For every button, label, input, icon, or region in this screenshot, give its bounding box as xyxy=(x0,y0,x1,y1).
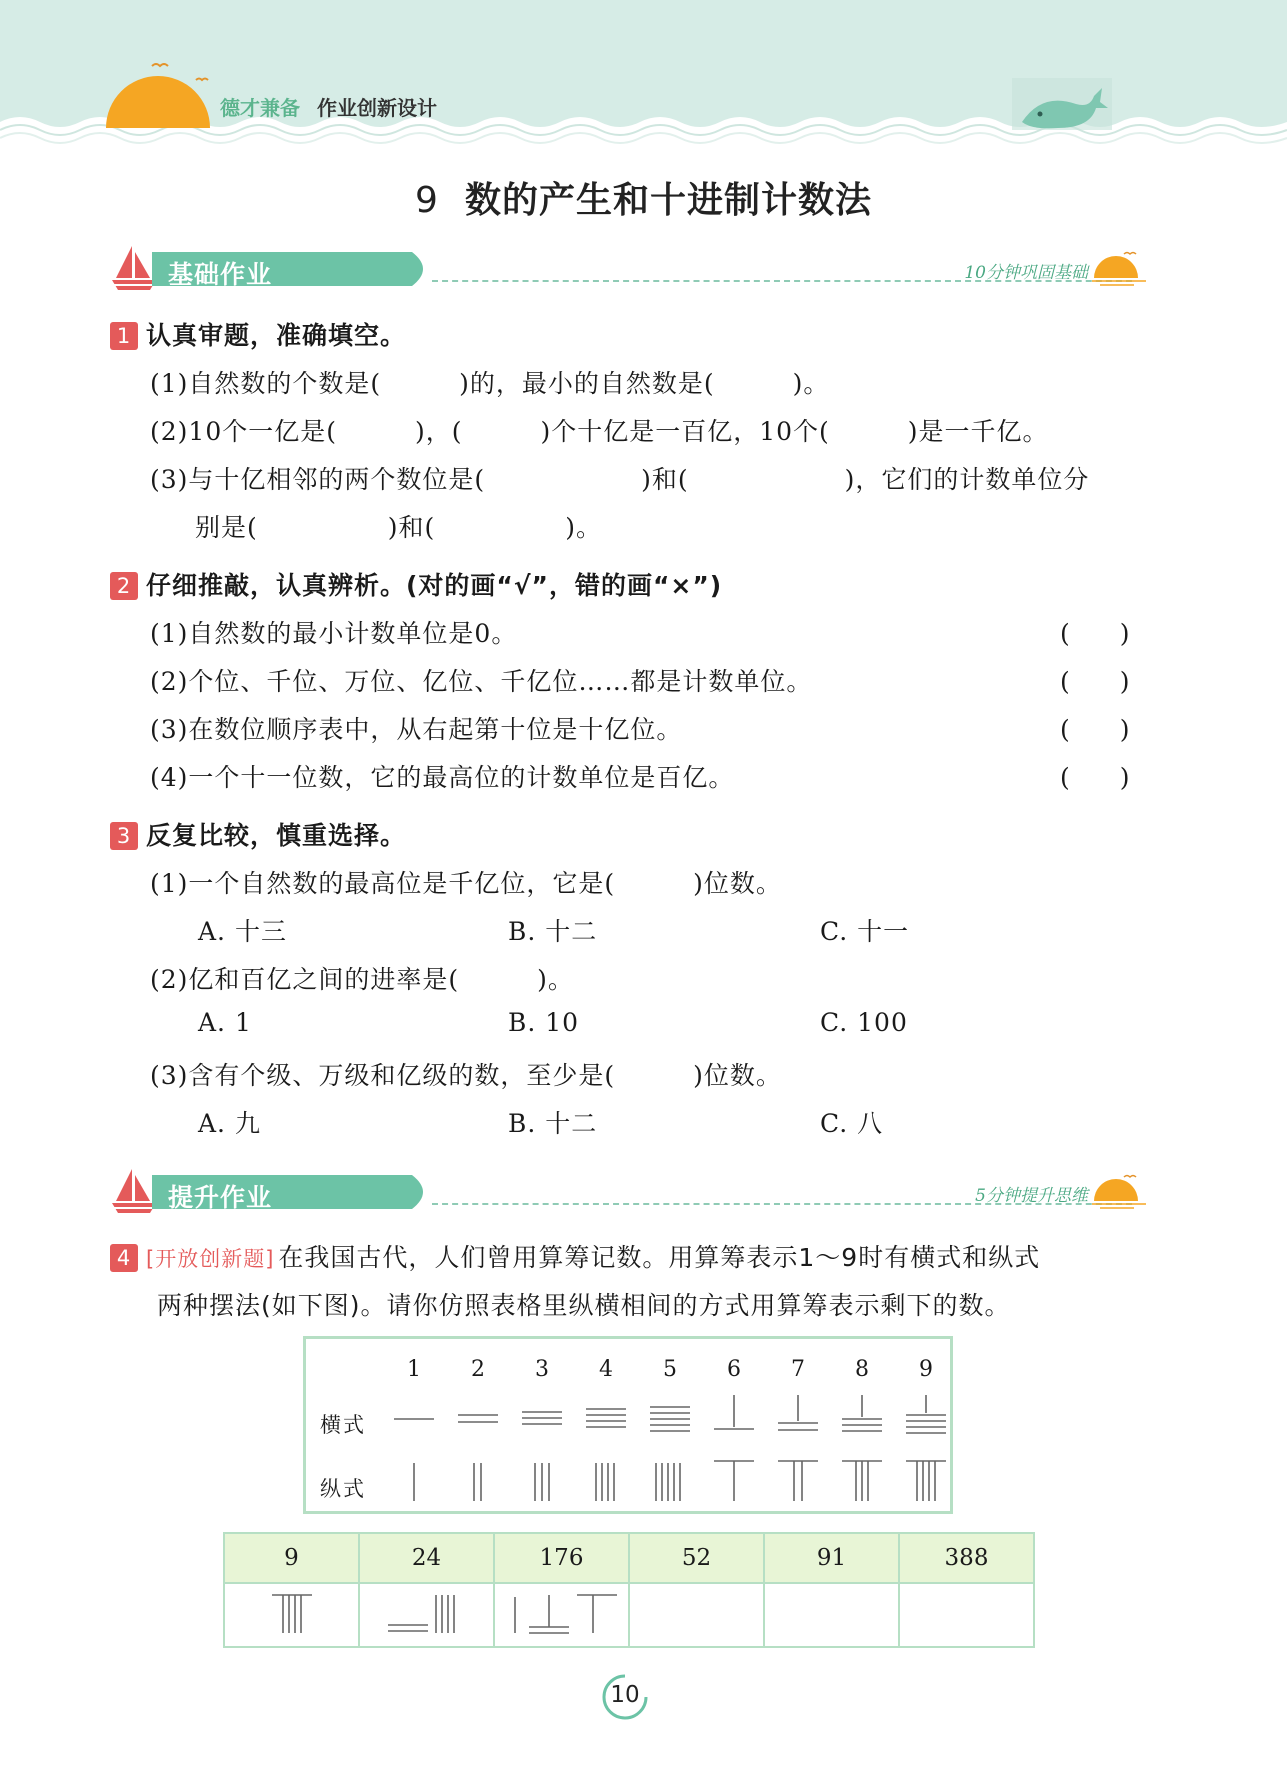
rod-number: 5 xyxy=(663,1357,677,1382)
page-number-text: 10 xyxy=(610,1682,640,1708)
q3-stem-1: (1)一个自然数的最高位是千亿位，它是( )位数。 xyxy=(150,869,782,898)
sunset-icon xyxy=(1090,248,1150,288)
rod-number: 1 xyxy=(407,1357,421,1382)
question-2-heading xyxy=(110,566,722,602)
q3-stem-2: (2)亿和百亿之间的进率是( )。 xyxy=(150,965,574,994)
table-header-cell: 52 xyxy=(629,1533,764,1583)
option-c[interactable]: C. 十一 xyxy=(820,917,910,946)
option-b[interactable]: B. 10 xyxy=(508,1008,580,1037)
sailboat-icon xyxy=(110,1167,158,1215)
q3-stem-3: (3)含有个级、万级和亿级的数，至少是( )位数。 xyxy=(150,1061,782,1090)
table-header-cell: 9 xyxy=(224,1533,359,1583)
option-b[interactable]: B. 十二 xyxy=(508,1109,598,1138)
answer-blank[interactable]: ( ) xyxy=(1060,667,1130,696)
rod-number: 3 xyxy=(535,1357,549,1382)
q1-line-4: 别是( )和( )。 xyxy=(195,513,603,542)
lesson-number: 9 xyxy=(415,180,439,221)
question-4-heading xyxy=(110,1238,1040,1274)
rod-number: 7 xyxy=(791,1357,805,1382)
q1-line-2: (2)10个一亿是( )，( )个十亿是一百亿，10个( )是一千亿。 xyxy=(150,417,1049,446)
rod-answer-cell[interactable] xyxy=(899,1583,1034,1647)
q1-line-3: (3)与十亿相邻的两个数位是( )和( )，它们的计数单位分 xyxy=(150,465,1090,494)
question-1-heading xyxy=(110,316,406,352)
question-number-badge: 4 xyxy=(110,1244,138,1272)
sailboat-icon xyxy=(110,244,158,292)
section-hint: 10分钟巩固基础 xyxy=(964,263,1088,283)
question-3-instruction: 反复比较，慎重选择。 xyxy=(146,821,407,850)
brand-subtitle: 作业创新设计 xyxy=(316,96,437,120)
brand-title xyxy=(220,92,437,121)
q2-item-3: (3)在数位顺序表中，从右起第十位是十亿位。 xyxy=(150,715,683,744)
answer-blank[interactable]: ( ) xyxy=(1060,763,1130,792)
vertical-form-label: 纵式 xyxy=(320,1477,366,1501)
section-label: 基础作业 xyxy=(168,260,273,289)
question-4-line-1: 在我国古代，人们曾用算筹记数。用算筹表示1～9时有横式和纵式 xyxy=(278,1243,1041,1272)
section-hint: 5分钟提升思维 xyxy=(975,1186,1088,1206)
answer-table xyxy=(223,1532,1035,1648)
question-4-line-2: 两种摆法(如下图)。请你仿照表格里纵横相间的方式用算筹表示剩下的数。 xyxy=(157,1291,1011,1320)
table-header-row xyxy=(224,1533,1034,1583)
sun-icon xyxy=(104,60,234,140)
whale-icon xyxy=(1012,74,1112,134)
table-row xyxy=(224,1583,1034,1647)
section-basic-banner xyxy=(110,244,1150,294)
rod-number: 6 xyxy=(727,1357,741,1382)
sunset-icon xyxy=(1090,1171,1150,1211)
table-header-cell: 91 xyxy=(764,1533,899,1583)
rod-number: 8 xyxy=(855,1357,869,1382)
rod-numeral-176 xyxy=(507,1587,617,1637)
question-tag: [开放创新题] xyxy=(146,1247,275,1271)
option-a[interactable]: A. 十三 xyxy=(198,917,287,946)
rod-number: 2 xyxy=(471,1357,485,1382)
lesson-title: 数的产生和十进制计数法 xyxy=(464,180,872,221)
rod-number: 4 xyxy=(599,1357,613,1382)
horizontal-form-label: 横式 xyxy=(320,1413,366,1437)
option-c[interactable]: C. 八 xyxy=(820,1109,884,1138)
question-number-badge: 1 xyxy=(110,322,138,350)
rod-answer-cell[interactable] xyxy=(764,1583,899,1647)
brand-series: 德才兼备 xyxy=(220,96,300,120)
option-a[interactable]: A. 1 xyxy=(198,1008,252,1037)
question-1-instruction: 认真审题，准确填空。 xyxy=(146,321,407,350)
question-2-instruction: 仔细推敲，认真辨析。(对的画“√”，错的画“×”) xyxy=(146,571,723,600)
table-header-cell: 24 xyxy=(359,1533,494,1583)
option-b[interactable]: B. 十二 xyxy=(508,917,598,946)
question-number-badge: 2 xyxy=(110,572,138,600)
answer-blank[interactable]: ( ) xyxy=(1060,715,1130,744)
page-title xyxy=(0,172,1287,223)
section-advanced-banner xyxy=(110,1167,1150,1217)
rod-answer-cell[interactable] xyxy=(629,1583,764,1647)
rod-number: 9 xyxy=(919,1357,933,1382)
answer-blank[interactable]: ( ) xyxy=(1060,619,1130,648)
counting-rods-reference xyxy=(303,1336,953,1514)
rod-answer-cell xyxy=(359,1583,494,1647)
rod-numeral-24 xyxy=(382,1587,472,1637)
page-number xyxy=(600,1672,650,1722)
option-c[interactable]: C. 100 xyxy=(820,1008,908,1037)
q2-item-2: (2)个位、千位、万位、亿位、千亿位……都是计数单位。 xyxy=(150,667,813,696)
q1-line-1: (1)自然数的个数是( )的，最小的自然数是( )。 xyxy=(150,369,830,398)
q2-item-4: (4)一个十一位数，它的最高位的计数单位是百亿。 xyxy=(150,763,735,792)
rod-numeral-9 xyxy=(262,1587,322,1637)
option-a[interactable]: A. 九 xyxy=(198,1109,261,1138)
rod-answer-cell xyxy=(494,1583,629,1647)
question-number-badge: 3 xyxy=(110,822,138,850)
section-label: 提升作业 xyxy=(168,1183,273,1212)
counting-rods-figure xyxy=(306,1339,950,1511)
table-header-cell: 176 xyxy=(494,1533,629,1583)
table-header-cell: 388 xyxy=(899,1533,1034,1583)
question-3-heading xyxy=(110,816,406,852)
rod-answer-cell xyxy=(224,1583,359,1647)
q2-item-1: (1)自然数的最小计数单位是0。 xyxy=(150,619,518,648)
